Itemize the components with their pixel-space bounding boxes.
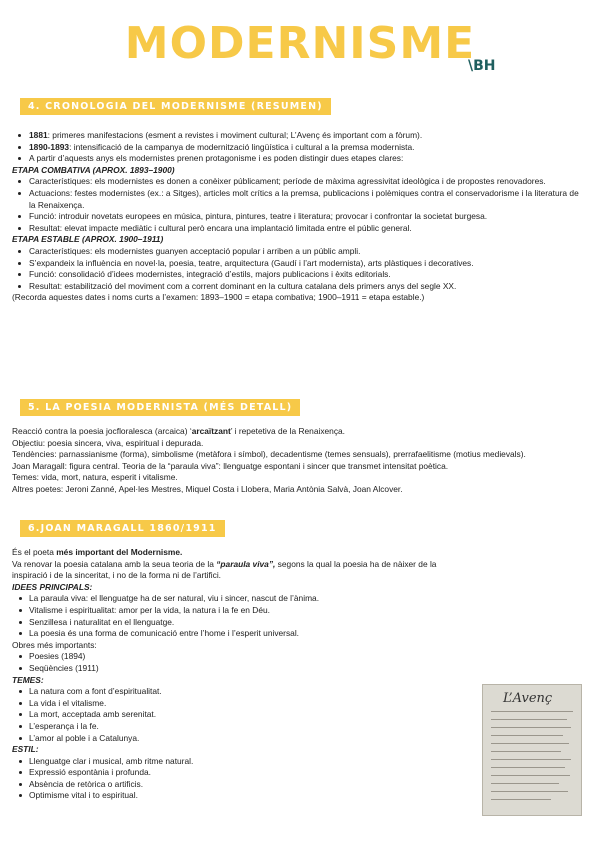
document-text-line [491, 719, 567, 720]
section-6-body [12, 547, 472, 802]
section-heading-4: 4. CRONOLOGIA DEL MODERNISME (RESUMEN) [20, 98, 331, 115]
paragraph: Altres poetes: Jeroni Zanné, Apel·les Mestres, Miquel Costa i Llobera, Maria Antònia Salvà, Joan Alcover. [12, 483, 403, 494]
document-text-line [491, 743, 569, 744]
list-item: Funció: consolidació d’idees modernistes, integració d’estils, majors publicacions i èxits editorials. [29, 269, 584, 281]
document-text-line [491, 727, 571, 728]
list-item: Poesies (1894) [29, 651, 472, 663]
list-item: Característiques: els modernistes es donen a conèixer públicament; període de màxima agressivitat ideològica i de propostes renovadores. [29, 176, 584, 188]
list-item: Senzillesa i naturalitat en el llenguatge. [29, 617, 472, 629]
document-text-line [491, 775, 570, 776]
document-text-line [491, 735, 563, 736]
list-item: La vida i el vitalisme. [29, 698, 472, 710]
section-4-body [12, 130, 584, 304]
list-item-text: : intensificació de la campanya de modernització lingüística i cultural a la premsa modernista. [69, 141, 415, 152]
document-image-header: L’Avenç [503, 691, 553, 706]
etapa-estable-title: ETAPA ESTABLE (APROX. 1900–1911) [12, 234, 164, 245]
list-item: Característiques: els modernistes guanyen acceptació popular i arriben a un públic ampli. [29, 246, 584, 258]
list-item [29, 130, 584, 142]
list-item-text: : primeres manifestacions (esment a revistes i moviment cultural; L’Avenç és important com a fòrum). [47, 130, 423, 140]
paragraph [12, 559, 472, 582]
document-text-line [491, 759, 571, 760]
list-item [29, 153, 584, 165]
text-span: segons la qual la poesia ha de nàixer de la inspiració i de la sinceritat, i no de la forma ni de l’artifici. [12, 558, 437, 581]
list-item: La mort, acceptada amb serenitat. [29, 709, 472, 721]
section-heading-5: 5. LA POESIA MODERNISTA (MÉS DETALL) [20, 399, 300, 416]
document-rule [491, 711, 573, 712]
section-heading-6: 6.JOAN MARAGALL 1860/1911 [20, 520, 225, 537]
document-text-line [491, 767, 565, 768]
bold-term: arcaïtzant [191, 426, 231, 436]
text-span: Va renovar la poesia catalana amb la seua teoria de la [12, 558, 217, 569]
list-item: L’esperança i la fe. [29, 721, 472, 733]
text-span: ’ i repetetiva de la Renaixença. [230, 426, 346, 436]
list-item: Expressió espontània i profunda. [29, 767, 472, 779]
exam-note: (Recorda aquestes dates i noms curts a l’examen: 1893–1900 = etapa combativa; 1900–1911 = etapa estable.) [12, 292, 425, 303]
etapa-combativa-title: ETAPA COMBATIVA (APROX. 1893–1900) [12, 164, 175, 175]
paragraph [12, 547, 472, 559]
idees-label: IDEES PRINCIPALS: [12, 581, 93, 592]
list-item: S’expandeix la influència en novel·la, poesia, teatre, arquitectura (Gaudí i l’art modernista), arts plàstiques i decoratives. [29, 258, 584, 270]
temes-label: TEMES: [12, 674, 44, 685]
list-item: La paraula viva: el llenguatge ha de ser natural, viu i sincer, nascut de l’ànima. [29, 593, 472, 605]
document-text-line [491, 751, 561, 752]
list-item-text: A partir d’aquests anys els modernistes prenen protagonisme i es poden distingir dues etapes clares: [29, 153, 404, 164]
paragraph: Tendències: parnassianisme (forma), simbolisme (metàfora i símbol), decadentisme (temes sensuals), prerrafaelitisme (motius medievals). [12, 449, 526, 460]
list-item: Actuacions: festes modernistes (ex.: a Sitges), articles molt crítics a la premsa, publicacions i polèmiques contra el conservadorisme i la literatura de la Renaixença. [29, 188, 584, 211]
text-span: Reacció contra la poesia jocfloralesca (arcaica) ‘ [12, 426, 192, 436]
list-item: Llenguatge clar i musical, amb ritme natural. [29, 756, 472, 768]
document-text-line [491, 783, 559, 784]
list-item: La natura com a font d’espiritualitat. [29, 686, 472, 698]
list-item: Resultat: elevat impacte mediàtic i cultural però encara una implantació limitada entre el públic general. [29, 223, 584, 235]
logo: \BH [468, 58, 496, 74]
page-title: MODERNISME [124, 18, 476, 69]
paragraph: Temes: vida, mort, natura, esperit i vitalisme. [12, 472, 178, 483]
document-text-line [491, 799, 551, 800]
list-item: Absència de retòrica o artificis. [29, 779, 472, 791]
list-item: Funció: introduir novetats europees en música, pintura, pintures, teatre i literatura; provocar i confrontar la societat burgesa. [29, 211, 584, 223]
list-item: La poesia és una forma de comunicació entre l’home i l’esperit universal. [29, 628, 472, 640]
list-item: L’amor al poble i a Catalunya. [29, 733, 472, 745]
date-label: 1890-1893 [29, 141, 70, 152]
lavenc-document-image [482, 684, 582, 816]
list-item: Resultat: estabilització del moviment com a corrent dominant en la cultura catalana dels primers anys del segle XX. [29, 281, 584, 293]
estil-label: ESTIL: [12, 744, 39, 755]
bold-term: més important del Modernisme. [56, 547, 183, 557]
list-item: Seqüències (1911) [29, 663, 472, 675]
list-item [29, 142, 584, 154]
paragraph [12, 426, 584, 438]
section-5-body [12, 426, 584, 496]
text-span: És el poeta [12, 547, 57, 557]
obres-label: Obres més importants: [12, 639, 97, 650]
list-item: Vitalisme i espiritualitat: amor per la vida, la natura i la fe en Déu. [29, 605, 472, 617]
bold-term: “paraula viva”, [216, 558, 276, 569]
paragraph: Objectiu: poesia sincera, viva, espiritual i depurada. [12, 437, 204, 448]
list-item: Optimisme vital i to espiritual. [29, 790, 472, 802]
paragraph: Joan Maragall: figura central. Teoria de la “paraula viva”: llenguatge espontani i sincer que transmet intensitat poètica. [12, 460, 449, 471]
date-label: 1881 [29, 130, 48, 140]
document-text-line [491, 791, 568, 792]
